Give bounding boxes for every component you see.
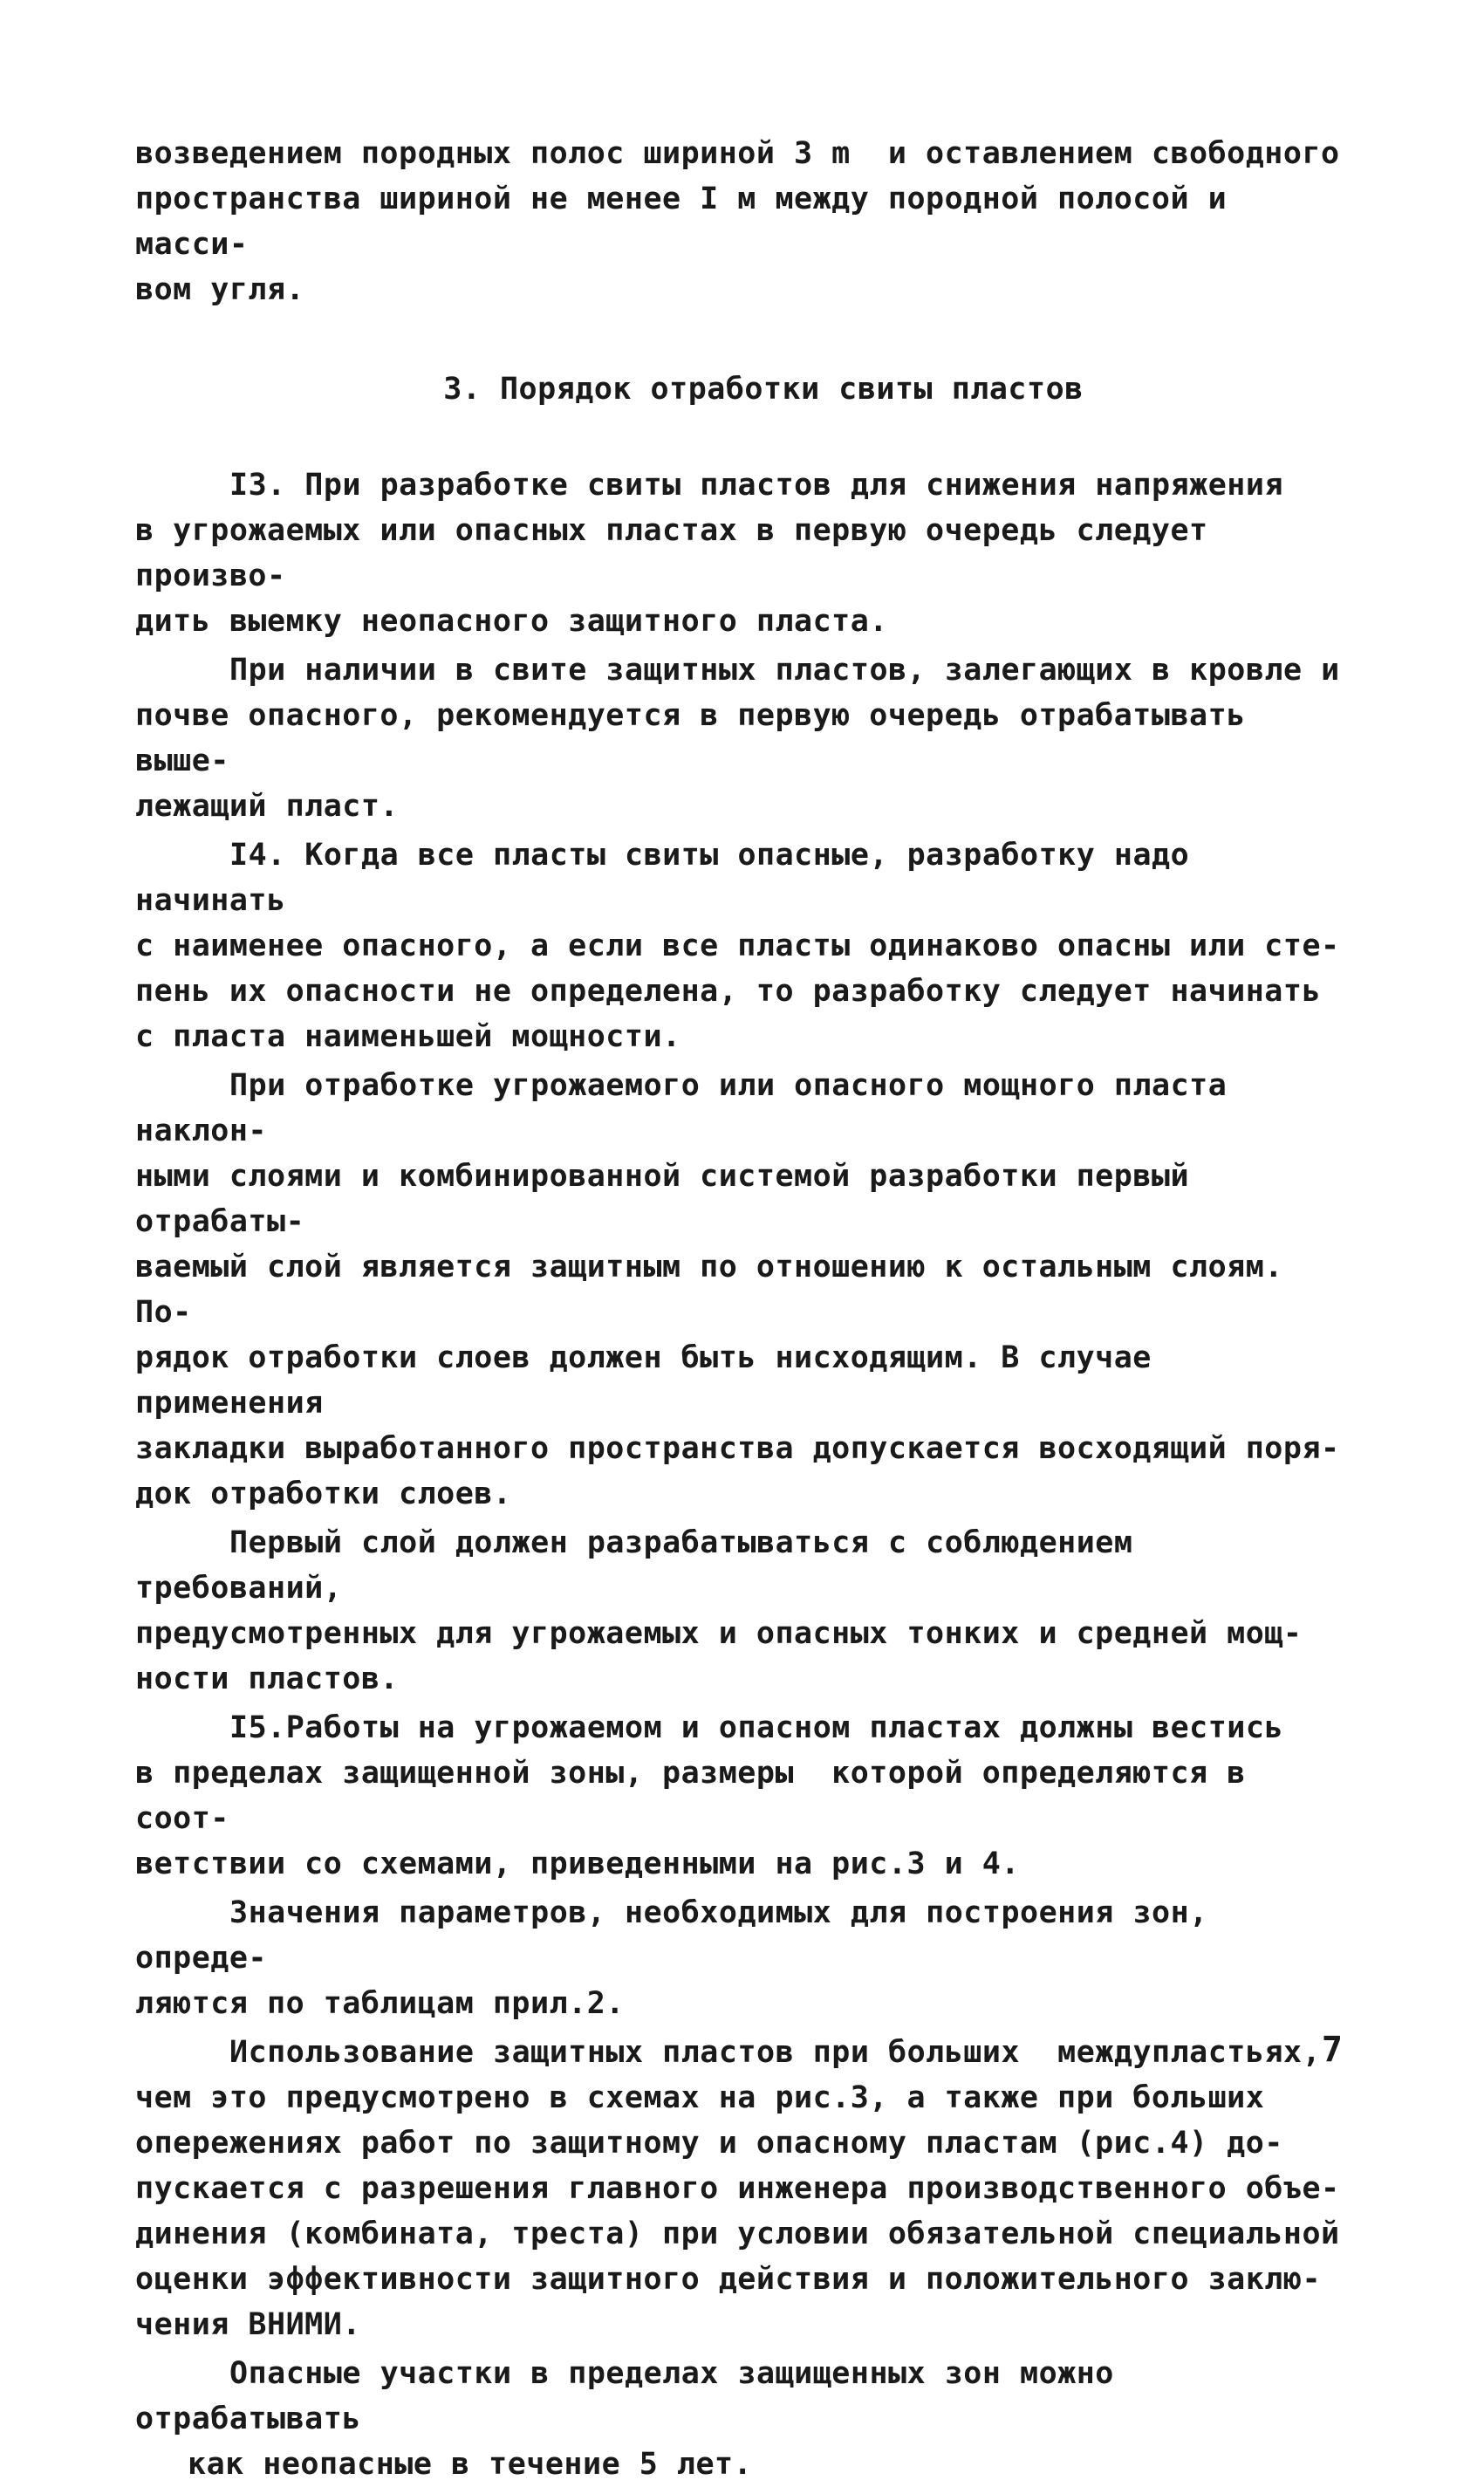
final-line-1: Опасные участки в пределах защищенных зон можно отрабатывать: [135, 2356, 1133, 2436]
paragraph-15: I5.Работы на угрожаемом и опасном пластах должны вестись в пределах защищенной зоны, размеры которой определяются в соот- ветствии со схемами, приведенными на рис.3 и 4.: [135, 1710, 1284, 1881]
intro-line-1: возведением породных полос шириной 3 m и оставлением свободного: [135, 136, 1340, 171]
page-number: 7: [1321, 2030, 1343, 2070]
intro-line-3: вом угля.: [135, 272, 305, 307]
intro-line-2: пространства шириной не менее I м между породной полосой и масси-: [135, 182, 1246, 262]
document-body: [135, 131, 1357, 2487]
section-heading: 3. Порядок отработки свиты пластов: [443, 372, 1084, 407]
paragraph-15-usage: Использование защитных пластов при больших междупластьях, чем это предусмотрено в схемах на рис.3, а также при больших опережениях работ по защитному и опасному пластам (рис.4) до- пускается с разрешения главного инженера производственного объе- динения (комбината, треста) при условии обязательной специальной оценки эффективности защитного действия и положительного заклю- чения ВНИМИ.: [135, 2035, 1340, 2342]
paragraph-14-first-layer: Первый слой должен разрабатываться с соблюдением требований, предусмотренных для угрожаемых и опасных тонких и средней мощ- ности пластов.: [135, 1525, 1303, 1696]
paragraph-13: I3. При разработке свиты пластов для снижения напряжения в угрожаемых или опасных пластах в первую очередь следует произво- дить выемку неопасного защитного пласта.: [135, 468, 1284, 639]
paragraph-14: I4. Когда все пласты свиты опасные, разработку надо начинать с наименее опасного, а если все пласты одинаково опасны или сте- пень их опасности не определена, то разработку следует начинать с пласта наименьшей мощности.: [135, 838, 1340, 1054]
paragraph-15-parameters: Значения параметров, необходимых для построения зон, опреде- ляются по таблицам прил.2.: [135, 1895, 1208, 2021]
final-line-2: как неопасные в течение 5 лет.: [188, 2447, 753, 2482]
paragraph-13-continued: При наличии в свите защитных пластов, залегающих в кровле и почве опасного, рекомендуется в первую очередь отрабатывать выше- лежащий пласт.: [135, 653, 1340, 824]
paragraph-14-continued: При отработке угрожаемого или опасного мощного пласта наклон- ными слоями и комбинированной системой разработки первый отрабаты- ваемый слой является защитным по отношению к остальным слоям. По- рядок отработки слоев должен быть нисходящим. В случае применения закладки выработанного пространства допускается восходящий поря- док отработки слоев.: [135, 1068, 1340, 1511]
